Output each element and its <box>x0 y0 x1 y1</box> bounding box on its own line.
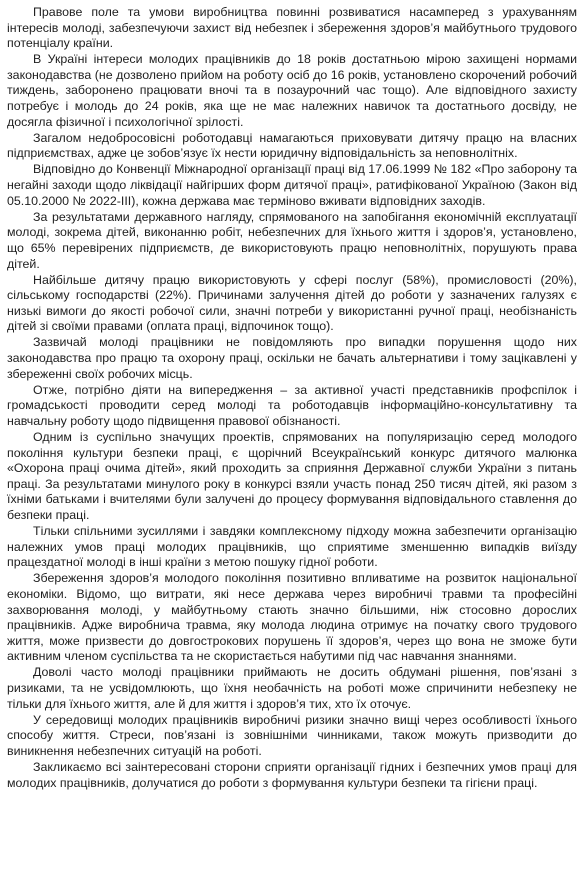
paragraph-14: Закликаємо всі заінтересовані сторони сприяти організації гідних і безпечних умов праці для молодих працівників, долучатися до роботи з формування культури безпеки та гігієни праці. <box>7 760 577 790</box>
paragraph-9: Одним із суспільно значущих проектів, спрямованих на популяризацію серед молодого покоління культури безпеки праці, є щорічний Всеукраїнський конкурс дитячого малюнка «Охорона праці очима дітей», який проходить за сприяння Державної служби України з питань праці. За результатами минулого року в конкурсі взяли участь понад 250 тисяч дітей, які разом з їхніми батьками і вчителями були залучені до процесу формування відповідального ставлення до безпеки праці. <box>7 430 577 522</box>
paragraph-1: Правове поле та умови виробництва повинні розвиватися насамперед з урахуванням інтересів молоді, забезпечуючи захист від небезпек і збереження здоров’я майбутнього трудового потенціалу країни. <box>7 5 577 51</box>
paragraph-11: Збереження здоров’я молодого покоління позитивно впливатиме на розвиток національної економіки. Відомо, що витрати, які несе держава через виробничі травми та професійні захворювання молоді, у майбутньому стають значно більшими, ніж стосовно дорослих працівників. Адже виробнича травма, яку молода людина отримує на початку свого трудового життя, може призвести до довгострокових порушень її здоров’я, через що вона не зможе бути активним членом суспільства та не скористається набутими під час навчання знаннями. <box>7 571 577 664</box>
paragraph-3: Загалом недобросовісні роботодавці намагаються приховувати дитячу працю на власних підприємствах, адже це зобов’язує їх нести юридичну відповідальність за неповнолітніх. <box>7 130 577 161</box>
paragraph-8: Отже, потрібно діяти на випередження – за активної участі представників профспілок і громадськості проводити серед молоді та роботодавців інформаційно-консультативну та навчальну роботу щодо підвищення правової обізнаності. <box>7 382 577 428</box>
paragraph-5: За результатами державного нагляду, спрямованого на запобігання економічній експлуатації молоді, зокрема дітей, виконанню робіт, небезпечних для їхнього життя і здоров’я, установлено, що 65% перевірених підприємств, де використовують працю неповнолітніх, порушують права дітей. <box>7 209 577 271</box>
paragraph-7: Зазвичай молоді працівники не повідомляють про випадки порушення щодо них законодавства про працю та охорону праці, оскільки не бачать альтернативи і тому зацікавлені у збереженні своїх робочих місць. <box>7 335 577 381</box>
paragraph-13: У середовищі молодих працівників виробничі ризики значно вищі через особливості їхнього способу життя. Стреси, пов’язані із зовнішніми чинниками, також можуть призводити до виникнення небезпечних ситуацій на роботі. <box>7 712 577 758</box>
paragraph-10: Тільки спільними зусиллями і завдяки комплексному підходу можна забезпечити організацію належних умов праці молодих працівників, що сприятиме зменшенню випадків виїзду працездатної молоді в інші країни з метою пошуку гідної роботи. <box>7 524 577 570</box>
paragraph-4: Відповідно до Конвенції Міжнародної організації праці від 17.06.1999 № 182 «Про заборону та негайні заходи щодо ліквідації найгірших форм дитячої праці», ратифікованої Україною (Закон від 05.10.2000 № 2022-III), кожна держава має терміново вживати відповідних заходів. <box>7 162 577 208</box>
paragraph-2: В Україні інтереси молодих працівників до 18 років достатньою мірою захищені нормами законодавства (не дозволено прийом на роботу осіб до 16 років, установлено скорочений робочий тиждень, заборонено працювати вночі та в позаурочний час тощо). Але відповідного захисту потребує і молодь до 24 років, яка ще не має належних навичок та достатнього досвіду, не досягла фізичної і психологічної зрілості. <box>7 52 577 129</box>
paragraph-12: Доволі часто молоді працівники приймають не досить обдумані рішення, пов’язані з ризиками, та не усвідомлюють, що їхня необачність на роботі може спричинити небезпеку не тільки для їхнього життя, але й для життя і здоров’я тих, хто їх оточує. <box>7 665 577 711</box>
paragraph-6: Найбільше дитячу працю використовують у сфері послуг (58%), промисловості (20%), сільському господарстві (22%). Причинами залучення дітей до роботи у зазначених галузях є низькі вимоги до якості робочої сили, значні потреби у використанні ручної праці, необізнаність дітей зі своїми правами (оплата праці, відпочинок тощо). <box>7 272 577 334</box>
